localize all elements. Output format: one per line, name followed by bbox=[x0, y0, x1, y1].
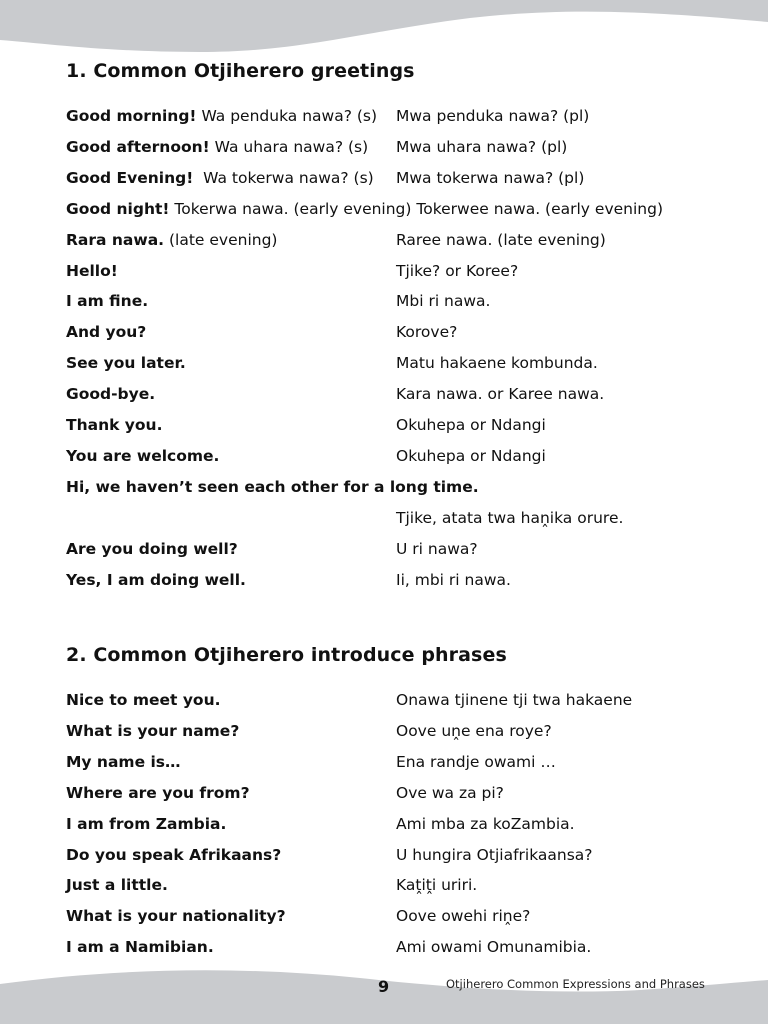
english-phrase-text: Good afternoon! bbox=[66, 138, 210, 156]
phrase-row bbox=[66, 107, 746, 127]
english-phrase bbox=[66, 107, 377, 125]
otjiherero-phrase: Tjike, atata twa haṋika orure. bbox=[396, 509, 624, 527]
otjiherero-phrase: Kara nawa. or Karee nawa. bbox=[396, 385, 605, 403]
english-phrase-text: Good-bye. bbox=[66, 385, 156, 403]
english-phrase-text: See you later. bbox=[66, 354, 186, 372]
english-phrase bbox=[66, 169, 374, 187]
english-phrase bbox=[66, 323, 146, 341]
otjiherero-phrase: U ri nawa? bbox=[396, 540, 478, 558]
english-phrase-text: Are you doing well? bbox=[66, 540, 238, 558]
phrase-row bbox=[66, 262, 746, 282]
otjiherero-phrase: Matu hakaene kombunda. bbox=[396, 354, 598, 372]
phrase-row bbox=[66, 907, 746, 927]
english-phrase-text: I am fine. bbox=[66, 292, 149, 310]
english-phrase bbox=[66, 722, 239, 740]
otjiherero-phrase: Tjike? or Koree? bbox=[396, 262, 519, 280]
english-phrase-text: Nice to meet you. bbox=[66, 691, 221, 709]
english-phrase bbox=[66, 815, 226, 833]
otjiherero-phrase: Oove owehi riṋe? bbox=[396, 907, 531, 925]
english-phrase-text: Yes, I am doing well. bbox=[66, 571, 246, 589]
phrase-row bbox=[66, 846, 746, 866]
english-phrase-text: What is your nationality? bbox=[66, 907, 286, 925]
english-phrase-text: Good night! bbox=[66, 200, 170, 218]
phrase-row bbox=[66, 447, 746, 467]
english-phrase bbox=[66, 138, 368, 156]
otjiherero-phrase: Mwa tokerwa nawa? (pl) bbox=[396, 169, 585, 187]
english-phrase bbox=[66, 385, 155, 403]
english-phrase-text: Hi, we haven’t seen each other for a long time. bbox=[66, 478, 479, 496]
phrase-row bbox=[66, 876, 746, 896]
otjiherero-phrase: Mbi ri nawa. bbox=[396, 292, 491, 310]
english-phrase bbox=[66, 262, 118, 280]
english-phrase-text: Rara nawa. bbox=[66, 231, 165, 249]
english-phrase-text: Where are you from? bbox=[66, 784, 250, 802]
phrase-row bbox=[66, 354, 746, 374]
phrase-row bbox=[66, 200, 746, 220]
phrase-row bbox=[66, 416, 746, 436]
otjiherero-phrase: Ii, mbi ri nawa. bbox=[396, 571, 511, 589]
english-phrase-text: Good Evening! bbox=[66, 169, 194, 187]
otjiherero-phrase: Oove uṋe ena roye? bbox=[396, 722, 552, 740]
phrase-row bbox=[66, 231, 746, 251]
english-phrase bbox=[66, 846, 281, 864]
phrase-row bbox=[66, 815, 746, 835]
english-phrase bbox=[66, 784, 250, 802]
english-phrase-text: Do you speak Afrikaans? bbox=[66, 846, 282, 864]
inline-otjiherero: Wa penduka nawa? (s) bbox=[196, 107, 378, 125]
english-phrase bbox=[66, 907, 286, 925]
phrase-row bbox=[66, 478, 746, 498]
section-title-introductions: 2. Common Otjiherero introduce phrases bbox=[66, 644, 507, 666]
phrase-row bbox=[66, 385, 746, 405]
inline-otjiherero: Wa tokerwa nawa? (s) bbox=[193, 169, 374, 187]
otjiherero-phrase: Kaṱiṱi uriri. bbox=[396, 876, 478, 894]
english-phrase bbox=[66, 691, 221, 709]
english-phrase-text: Hello! bbox=[66, 262, 118, 280]
english-phrase-text: Good morning! bbox=[66, 107, 197, 125]
phrase-row bbox=[66, 784, 746, 804]
section-title-greetings: 1. Common Otjiherero greetings bbox=[66, 60, 415, 82]
english-phrase bbox=[66, 231, 277, 249]
phrase-row bbox=[66, 722, 746, 742]
phrase-row bbox=[66, 571, 746, 591]
otjiherero-phrase: Mwa penduka nawa? (pl) bbox=[396, 107, 590, 125]
phrase-row bbox=[66, 753, 746, 773]
phrase-row bbox=[66, 169, 746, 189]
otjiherero-phrase: Ami owami Omunamibia. bbox=[396, 938, 592, 956]
otjiherero-phrase: Mwa uhara nawa? (pl) bbox=[396, 138, 568, 156]
otjiherero-phrase: Okuhepa or Ndangi bbox=[396, 447, 546, 465]
inline-otjiherero: (late evening) bbox=[164, 231, 278, 249]
english-phrase bbox=[66, 292, 148, 310]
inline-otjiherero: Tokerwa nawa. (early evening) Tokerwee nawa. (early evening) bbox=[169, 200, 663, 218]
english-phrase bbox=[66, 478, 479, 496]
otjiherero-phrase: Ove wa za pi? bbox=[396, 784, 504, 802]
otjiherero-phrase: Korove? bbox=[396, 323, 458, 341]
phrase-row bbox=[66, 138, 746, 158]
phrase-row bbox=[66, 938, 746, 958]
inline-otjiherero: Wa uhara nawa? (s) bbox=[209, 138, 369, 156]
english-phrase bbox=[66, 876, 168, 894]
otjiherero-phrase: Ami mba za koZambia. bbox=[396, 815, 575, 833]
english-phrase bbox=[66, 416, 162, 434]
page-number: 9 bbox=[378, 977, 390, 996]
english-phrase-text: My name is… bbox=[66, 753, 181, 771]
phrase-row bbox=[66, 292, 746, 312]
english-phrase bbox=[66, 540, 238, 558]
english-phrase bbox=[66, 938, 214, 956]
otjiherero-phrase: Raree nawa. (late evening) bbox=[396, 231, 606, 249]
english-phrase bbox=[66, 753, 181, 771]
english-phrase bbox=[66, 447, 219, 465]
otjiherero-phrase: Onawa tjinene tji twa hakaene bbox=[396, 691, 633, 709]
english-phrase-text: I am a Namibian. bbox=[66, 938, 214, 956]
english-phrase-text: Just a little. bbox=[66, 876, 168, 894]
phrase-row bbox=[66, 540, 746, 560]
english-phrase-text: What is your name? bbox=[66, 722, 240, 740]
english-phrase bbox=[66, 354, 186, 372]
english-phrase bbox=[66, 571, 246, 589]
phrase-row bbox=[66, 691, 746, 711]
english-phrase-text: Thank you. bbox=[66, 416, 163, 434]
english-phrase-text: You are welcome. bbox=[66, 447, 220, 465]
otjiherero-phrase: Ena randje owami … bbox=[396, 753, 556, 771]
otjiherero-phrase: U hungira Otjiafrikaansa? bbox=[396, 846, 593, 864]
phrase-row bbox=[66, 509, 746, 529]
english-phrase-text: And you? bbox=[66, 323, 147, 341]
english-phrase-text: I am from Zambia. bbox=[66, 815, 227, 833]
english-phrase bbox=[66, 200, 663, 218]
otjiherero-phrase: Okuhepa or Ndangi bbox=[396, 416, 546, 434]
phrase-row bbox=[66, 323, 746, 343]
running-title: Otjiherero Common Expressions and Phrases bbox=[446, 977, 705, 991]
